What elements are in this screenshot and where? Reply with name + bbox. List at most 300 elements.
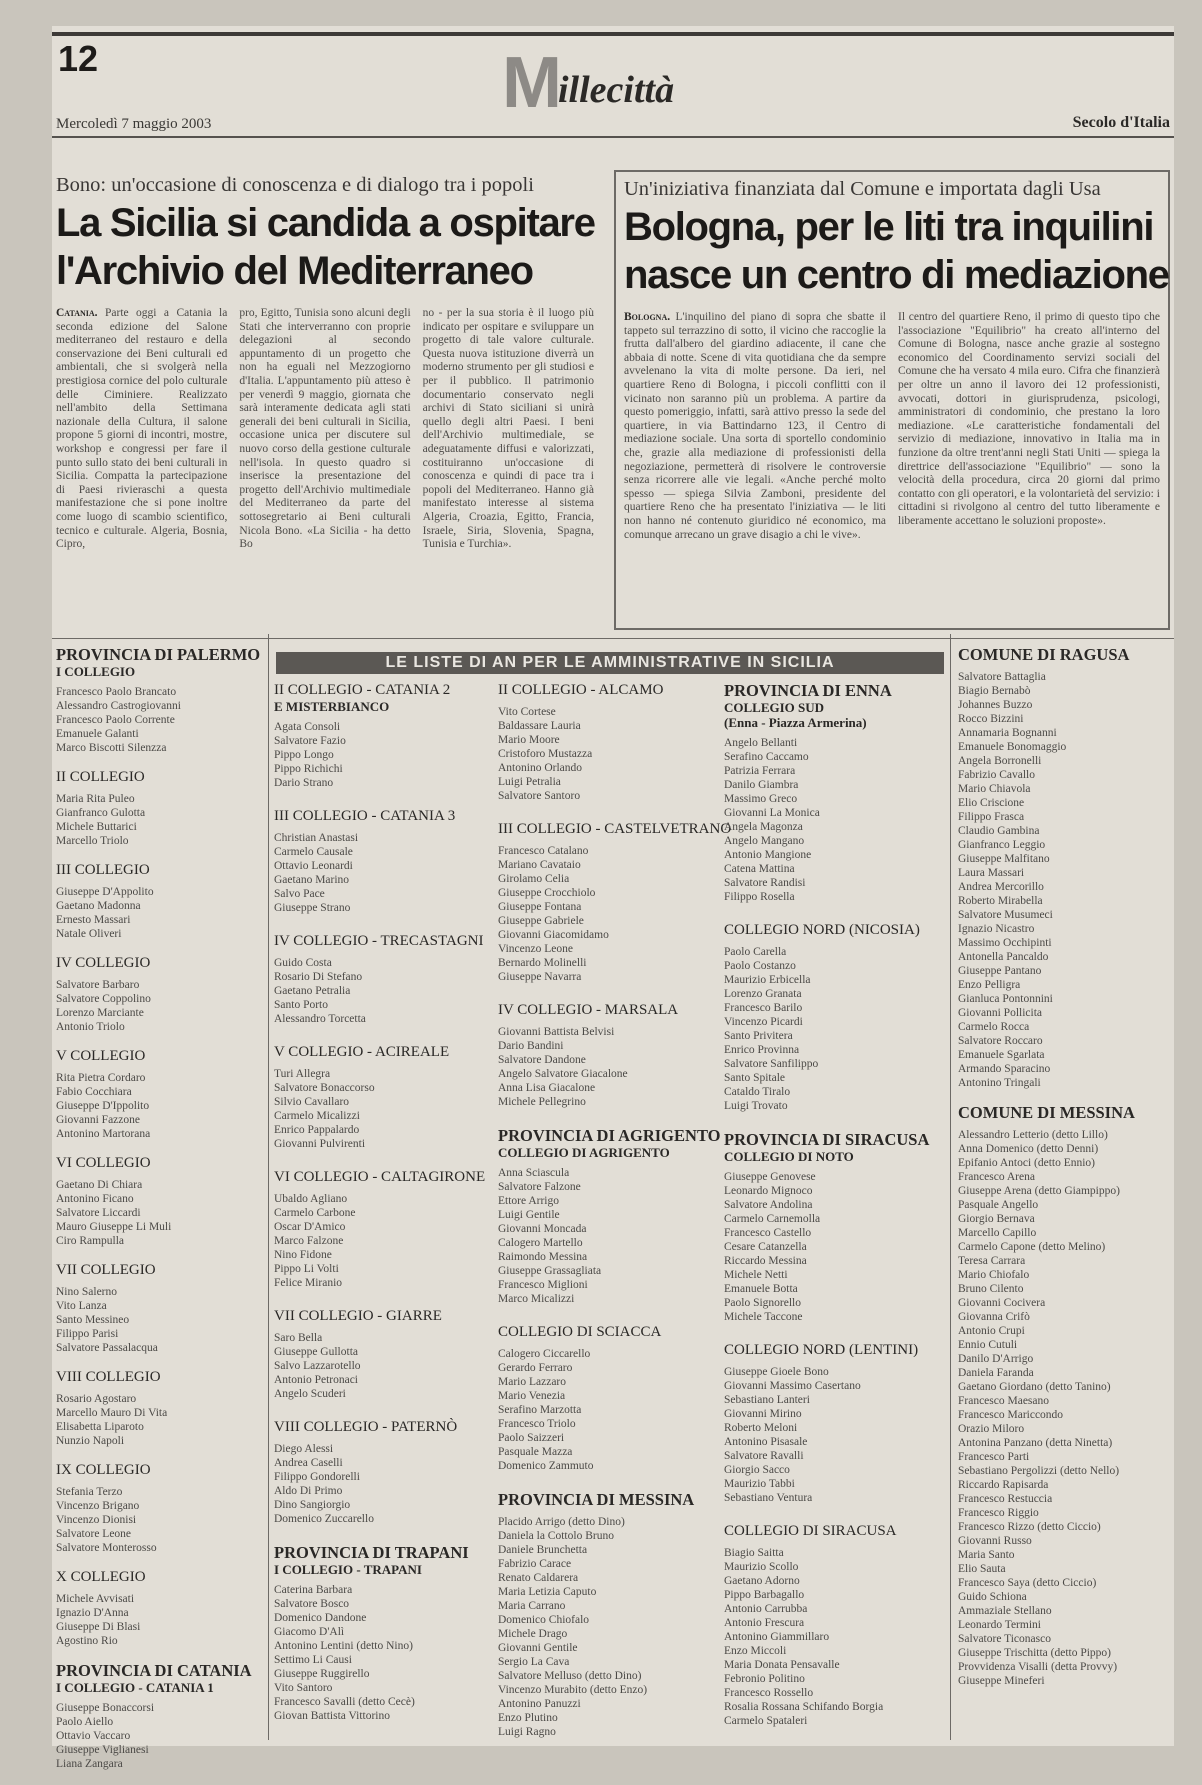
section-title: IV COLLEGIO - TRECASTAGNI xyxy=(274,933,484,949)
candidate-name: Mauro Giuseppe Li Muli xyxy=(56,1221,172,1233)
candidate-name: Vito Santoro xyxy=(274,1682,333,1694)
candidate-name: Salvatore Leone xyxy=(56,1528,132,1540)
candidate-name: Giovanni Fazzone xyxy=(56,1114,140,1126)
candidate-name: Angelo Salvatore Giacalone xyxy=(498,1068,628,1080)
article-column xyxy=(423,307,594,589)
candidate-list xyxy=(56,1485,262,1555)
candidate-name: Domenico Chiofalo xyxy=(498,1614,590,1626)
candidate-name: Elio Criscione xyxy=(958,797,1025,809)
candidate-name: Filippo Frasca xyxy=(958,811,1025,823)
candidate-name: Salvatore Passalacqua xyxy=(56,1342,158,1354)
candidate-name: Francesco Rossello xyxy=(724,1687,814,1699)
candidate-name: Giovanni Pulvirenti xyxy=(274,1138,366,1150)
candidate-name: Angelo Bellanti xyxy=(724,737,798,749)
candidate-list xyxy=(56,1178,262,1248)
candidate-name: Giuseppe Malfitano xyxy=(958,853,1050,865)
candidate-name: Filippo Rosella xyxy=(724,891,795,903)
candidate-name: Salvatore Fazio xyxy=(274,735,346,747)
candidate-name: Rosario Di Stefano xyxy=(274,971,363,983)
logo-text: illecittà xyxy=(557,69,675,111)
article-headline-line2: nasce un centro di mediazione xyxy=(624,253,1169,297)
candidate-name: Giuseppe D'Ippolito xyxy=(56,1100,150,1112)
candidate-name: Antonino Martorana xyxy=(56,1128,151,1140)
candidate-name: Girolamo Celia xyxy=(498,873,570,885)
candidate-name: Alessandro Letterio (detto Lillo) xyxy=(958,1129,1108,1141)
candidate-list xyxy=(498,705,718,803)
list-section xyxy=(56,1369,262,1448)
candidate-name: Marco Biscotti Silenzza xyxy=(56,742,167,754)
candidate-name: Ernesto Massari xyxy=(56,914,131,926)
candidate-name: Vito Cortese xyxy=(498,706,556,718)
candidate-name: Giorgio Sacco xyxy=(724,1464,790,1476)
candidate-name: Andrea Caselli xyxy=(274,1457,343,1469)
candidate-name: Ignazio D'Anna xyxy=(56,1607,129,1619)
list-section xyxy=(274,1308,490,1401)
candidate-list xyxy=(274,1067,490,1151)
candidate-name: Sebastiano Ventura xyxy=(724,1492,813,1504)
candidate-name: Saro Bella xyxy=(274,1332,323,1344)
candidate-name: Vito Lanza xyxy=(56,1300,107,1312)
candidate-name: Ottavio Vaccaro xyxy=(56,1730,131,1742)
candidate-name: Gianfranco Leggio xyxy=(958,839,1046,851)
candidate-name: Giuseppe Di Blasi xyxy=(56,1621,141,1633)
candidate-name: Laura Massari xyxy=(958,867,1025,879)
candidate-name: Giovanni Mirino xyxy=(724,1408,802,1420)
candidate-name: Paolo Costanzo xyxy=(724,960,796,972)
candidate-name: Domenico Dandone xyxy=(274,1612,367,1624)
candidate-name: Felice Miranio xyxy=(274,1277,343,1289)
list-column-1 xyxy=(56,646,262,1785)
candidate-name: Giuseppe Viglianesi xyxy=(56,1744,149,1756)
candidate-name: Michele Drago xyxy=(498,1628,568,1640)
candidate-name: Carmelo Carnemolla xyxy=(724,1213,821,1225)
list-section xyxy=(56,646,262,755)
candidate-name: Leonardo Mignoco xyxy=(724,1185,813,1197)
candidate-list xyxy=(958,1128,1170,1688)
candidate-name: Daniela Faranda xyxy=(958,1367,1034,1379)
section-title: VI COLLEGIO xyxy=(56,1155,151,1171)
section-subtitle: E MISTERBIANCO xyxy=(274,699,390,714)
candidate-name: Pasquale Mazza xyxy=(498,1446,573,1458)
candidate-name: Teresa Carrara xyxy=(958,1255,1026,1267)
candidate-name: Francesco Arena xyxy=(958,1171,1035,1183)
candidate-name: Ettore Arrigo xyxy=(498,1195,559,1207)
section-subtitle: COLLEGIO DI AGRIGENTO xyxy=(498,1145,670,1160)
section-title: COLLEGIO NORD (LENTINI) xyxy=(724,1342,919,1358)
section-title: III COLLEGIO - CASTELVETRANO xyxy=(498,821,732,837)
list-section xyxy=(274,1544,490,1723)
candidate-name: Giovanni La Monica xyxy=(724,807,820,819)
candidate-name: Giuseppe Crocchiolo xyxy=(498,887,596,899)
candidate-name: Bruno Cilento xyxy=(958,1283,1024,1295)
candidate-name: Ciro Rampulla xyxy=(56,1235,125,1247)
candidate-name: Giovanni Russo xyxy=(958,1535,1032,1547)
candidate-name: Emanuele Sgarlata xyxy=(958,1049,1045,1061)
lists-top-rule xyxy=(52,638,1174,639)
candidate-name: Massimo Occhipinti xyxy=(958,937,1052,949)
article-text: Il centro del quartiere Reno, il primo di questo tipo che l'associazione "Equilibrio" ha creato all'interno del Comune di Bologna, nasce anche grazie al sostegno economico del Coordinamento servizi sociali del Comune che ha versato 4 mila euro. Cifra che finanzierà per oltre un anno il lavoro dei 12 professionisti, avvocati, dottori in giurisprudenza, psicologi, amministratori di condominio, che prestano la loro mediazione. «Le caratteristiche fondamentali del servizio di mediazione, innovativo in Italia ma in funzione da oltre trent'anni negli Stati Uniti — spiega la direttrice dell'associazione "Equilibrio" — sono la velocità della procedura, circa 20 giorni dal primo contatto con gli operatori, e la volontarietà del servizio: i cittadini si rivolgono al centro del tutto liberamente e liberamente accettano le soluzioni proposte». xyxy=(898,311,1160,527)
candidate-name: Filippo Gondorelli xyxy=(274,1471,360,1483)
candidate-name: Francesco Maesano xyxy=(958,1395,1050,1407)
candidate-name: Antonino Orlando xyxy=(498,762,583,774)
candidate-name: Giuseppe Arena (detto Giampippo) xyxy=(958,1185,1120,1197)
candidate-name: Giuseppe Gioele Bono xyxy=(724,1366,829,1378)
candidate-name: Massimo Greco xyxy=(724,793,798,805)
candidate-list xyxy=(274,831,490,915)
list-section xyxy=(56,955,262,1034)
candidate-name: Emanuele Galanti xyxy=(56,728,139,740)
article-headline-line2: l'Archivio del Mediterraneo xyxy=(56,249,533,293)
list-section xyxy=(56,1262,262,1355)
section-title: II COLLEGIO - CATANIA 2 xyxy=(274,682,451,698)
candidate-name: Catena Mattina xyxy=(724,863,795,875)
candidate-name: Daniele Brunchetta xyxy=(498,1544,588,1556)
candidate-name: Biagio Bernabò xyxy=(958,685,1031,697)
list-section xyxy=(724,1342,946,1505)
candidate-name: Maurizio Scollo xyxy=(724,1561,799,1573)
candidate-name: Maria Carrano xyxy=(498,1600,566,1612)
candidate-list xyxy=(274,1442,490,1526)
article-column xyxy=(898,311,1160,593)
candidate-name: Gaetano Giordano (detto Tanino) xyxy=(958,1381,1111,1393)
candidate-name: Carmelo Rocca xyxy=(958,1021,1030,1033)
candidate-name: Rosalia Rossana Schifando Borgia xyxy=(724,1701,884,1713)
article-dateline: Catania. xyxy=(56,307,98,319)
candidate-name: Dino Sangiorgio xyxy=(274,1499,351,1511)
candidate-name: Francesco Parti xyxy=(958,1451,1030,1463)
candidate-name: Salvatore Falzone xyxy=(498,1181,581,1193)
candidate-name: Gaetano Petralia xyxy=(274,985,351,997)
candidate-name: Liana Zangara xyxy=(56,1758,123,1770)
candidate-name: Danilo Giambra xyxy=(724,779,799,791)
article-headline-line1: La Sicilia si candida a ospitare xyxy=(56,201,595,245)
candidate-name: Fabrizio Cavallo xyxy=(958,769,1035,781)
candidate-name: Giovanni Giacomidamo xyxy=(498,929,609,941)
candidate-list xyxy=(56,1285,262,1355)
candidate-list xyxy=(724,1170,946,1324)
candidate-name: Mariano Cavataio xyxy=(498,859,581,871)
section-title: PROVINCIA DI MESSINA xyxy=(498,1490,695,1509)
candidate-name: Ignazio Nicastro xyxy=(958,923,1035,935)
page-number: 12 xyxy=(58,38,99,79)
candidate-list xyxy=(724,1546,946,1728)
candidate-list xyxy=(56,1071,262,1141)
candidate-name: Marcello Mauro Di Vita xyxy=(56,1407,168,1419)
section-title: IV COLLEGIO xyxy=(56,955,151,971)
candidate-list xyxy=(56,1701,262,1771)
candidate-name: Francesco Catalano xyxy=(498,845,589,857)
article-column xyxy=(624,311,886,593)
list-column-5 xyxy=(958,646,1170,1702)
candidate-name: Lorenzo Marciante xyxy=(56,1007,144,1019)
masthead-rule xyxy=(52,136,1174,138)
candidate-name: Gianluca Pontonnini xyxy=(958,993,1053,1005)
candidate-name: Salvatore Andolina xyxy=(724,1199,813,1211)
list-section xyxy=(724,922,946,1113)
candidate-name: Salvatore Coppolino xyxy=(56,993,151,1005)
list-section xyxy=(274,933,490,1026)
candidate-name: Pippo Longo xyxy=(274,749,334,761)
candidate-name: Giovanni Pollicita xyxy=(958,1007,1043,1019)
candidate-name: Angelo Scuderi xyxy=(274,1388,346,1400)
candidate-lists xyxy=(52,634,1174,1770)
list-section xyxy=(56,1155,262,1248)
candidate-name: Luigi Trovato xyxy=(724,1100,788,1112)
candidate-name: Diego Alessi xyxy=(274,1443,334,1455)
section-title: IV COLLEGIO - MARSALA xyxy=(498,1002,679,1018)
candidate-name: Gaetano Adorno xyxy=(724,1575,800,1587)
candidate-name: Lorenzo Granata xyxy=(724,988,802,1000)
section-title: COLLEGIO NORD (NICOSIA) xyxy=(724,922,920,938)
candidate-list xyxy=(498,1166,718,1306)
article-kicker: Bono: un'occasione di conoscenza e di dialogo tra i popoli xyxy=(56,174,534,196)
candidate-name: Emanuele Botta xyxy=(724,1283,798,1295)
candidate-name: Francesco Savalli (detto Cecè) xyxy=(274,1696,415,1708)
candidate-name: Marco Falzone xyxy=(274,1235,344,1247)
candidate-name: Francesco Castello xyxy=(724,1227,812,1239)
candidate-name: Calogero Martello xyxy=(498,1237,583,1249)
candidate-list xyxy=(724,945,946,1113)
candidate-name: Salvatore Roccaro xyxy=(958,1035,1043,1047)
lists-banner: LE LISTE DI AN PER LE AMMINISTRATIVE IN SICILIA xyxy=(276,652,944,674)
list-section xyxy=(274,1169,490,1290)
candidate-name: Giovanni Massimo Casertano xyxy=(724,1380,861,1392)
candidate-name: Carmelo Carbone xyxy=(274,1207,356,1219)
list-section xyxy=(56,1462,262,1555)
candidate-name: Ammaziale Stellano xyxy=(958,1605,1052,1617)
candidate-name: Pasquale Angello xyxy=(958,1199,1039,1211)
issue-date: Mercoledì 7 maggio 2003 xyxy=(56,116,212,132)
candidate-name: Salvo Pace xyxy=(274,888,325,900)
candidate-name: Giuseppe Strano xyxy=(274,902,351,914)
candidate-name: Renato Caldarera xyxy=(498,1572,579,1584)
candidate-name: Annamaria Bognanni xyxy=(958,727,1057,739)
candidate-name: Salvatore Bonaccorso xyxy=(274,1082,375,1094)
candidate-name: Salvatore Melluso (detto Dino) xyxy=(498,1670,642,1682)
candidate-list xyxy=(498,1025,718,1109)
candidate-name: Agostino Rio xyxy=(56,1635,118,1647)
candidate-list xyxy=(56,792,262,848)
candidate-name: Patrizia Ferrara xyxy=(724,765,796,777)
candidate-name: Giuseppe Fontana xyxy=(498,901,582,913)
list-column-2 xyxy=(274,682,490,1741)
candidate-name: Salvatore Randisi xyxy=(724,877,806,889)
candidate-list xyxy=(56,885,262,941)
section-title: PROVINCIA DI ENNA xyxy=(724,681,892,700)
list-section xyxy=(498,1491,718,1739)
candidate-name: Mario Chiofalo xyxy=(958,1269,1030,1281)
candidate-name: Pippo Li Volti xyxy=(274,1263,339,1275)
section-title: PROVINCIA DI PALERMO xyxy=(56,645,261,664)
list-section xyxy=(56,1662,262,1771)
candidate-name: Luigi Gentile xyxy=(498,1209,560,1221)
article-text: Parte oggi a Catania la seconda edizione del Salone mediterraneo del restauro e della conservazione dei Beni culturali ed ambientali, che si svolgerà nella prestigiosa cornice del polo culturale delle Ciminiere. Realizzato nell'ambito della Settimana nazionale della Cultura, il salone propone 5 giorni di incontri, mostre, workshop e congressi per fare il punto sullo stato dei beni culturali in Sicilia. Compatta la partecipazione di Paesi rivieraschi a questa manifestazione che si pone inoltre come luogo di scambio scientifico, tecnico e culturale. Algeria, Bosnia, Cipro, xyxy=(56,307,228,551)
list-section xyxy=(498,1126,721,1306)
candidate-name: Maria Donata Pensavalle xyxy=(724,1659,840,1671)
candidate-name: Salvatore Monterosso xyxy=(56,1542,157,1554)
section-title: COLLEGIO DI SCIACCA xyxy=(498,1324,662,1340)
candidate-name: Settimo Li Causi xyxy=(274,1654,352,1666)
candidate-name: Salvatore Bosco xyxy=(274,1598,350,1610)
candidate-list xyxy=(274,956,490,1026)
top-rule xyxy=(52,32,1174,36)
candidate-name: Elio Sauta xyxy=(958,1563,1006,1575)
candidate-name: Febronio Politino xyxy=(724,1673,805,1685)
candidate-name: Mario Chiavola xyxy=(958,783,1031,795)
candidate-name: Giuseppe Bonaccorsi xyxy=(56,1702,155,1714)
candidate-name: Mario Lazzaro xyxy=(498,1376,567,1388)
list-section xyxy=(274,808,490,915)
list-section xyxy=(274,1419,490,1526)
candidate-name: Vincenzo Brigano xyxy=(56,1500,140,1512)
candidate-name: Sebastiano Pergolizzi (detto Nello) xyxy=(958,1465,1120,1477)
candidate-name: Antonio Carrubba xyxy=(724,1603,808,1615)
section-subtitle: I COLLEGIO - CATANIA 1 xyxy=(56,1680,214,1695)
list-section xyxy=(274,682,490,790)
candidate-list xyxy=(498,1347,718,1473)
candidate-name: Santo Porto xyxy=(274,999,328,1011)
article-headline-line1: Bologna, per le liti tra inquilini xyxy=(624,205,1154,249)
list-section xyxy=(498,682,718,803)
candidate-name: Giovan Battista Vittorino xyxy=(274,1710,391,1722)
candidate-name: Turi Allegra xyxy=(274,1068,331,1080)
candidate-name: Aldo Di Primo xyxy=(274,1485,343,1497)
candidate-name: Carmelo Causale xyxy=(274,846,353,858)
candidate-name: Luigi Petralia xyxy=(498,776,561,788)
candidate-list xyxy=(274,720,490,790)
section-title: II COLLEGIO - ALCAMO xyxy=(498,682,664,698)
candidate-list xyxy=(274,1583,490,1723)
section-title: COMUNE DI MESSINA xyxy=(958,1103,1135,1122)
section-title: V COLLEGIO - ACIREALE xyxy=(274,1044,450,1060)
candidate-name: Gerardo Ferraro xyxy=(498,1362,573,1374)
candidate-name: Antonio Triolo xyxy=(56,1021,125,1033)
candidate-name: Riccardo Rapisarda xyxy=(958,1479,1049,1491)
candidate-name: Antonella Pancaldo xyxy=(958,951,1049,963)
section-logo xyxy=(502,43,675,123)
article-dateline: Bologna. xyxy=(624,311,671,323)
candidate-name: Santo Spitale xyxy=(724,1072,786,1084)
candidate-list xyxy=(56,685,262,755)
candidate-name: Guido Schiona xyxy=(958,1591,1027,1603)
candidate-name: Antonino Lentini (detto Nino) xyxy=(274,1640,413,1652)
candidate-name: Epifanio Antoci (detto Ennio) xyxy=(958,1157,1096,1169)
article-text: pro, Egitto, Tunisia sono alcuni degli Stati che interverranno con proprie delegazioni al secondo appuntamento di un progetto che non ha eguali nel Mezzogiorno d'Italia. L'appuntamento più atteso è per venerdì 9 maggio, giornata che sarà interamente dedicata agli stati generali dei beni culturali in Sicilia, occasione unica per discutere sul nuovo corso della gestione culturale nell'isola. In questo quadro si inserisce la presentazione del progetto dell'Archivio multimediale del Mediterraneo da parte del sottosegretario ai Beni culturali Nicola Bono. «La Sicilia - ha detto Bo xyxy=(239,307,411,551)
candidate-name: Giovanna Crifò xyxy=(958,1311,1030,1323)
candidate-name: Emanuele Bonomaggio xyxy=(958,741,1067,753)
list-section xyxy=(724,682,946,904)
candidate-name: Silvio Cavallaro xyxy=(274,1096,350,1108)
candidate-name: Antonino Giammillaro xyxy=(724,1631,830,1643)
candidate-name: Vincenzo Murabito (detto Enzo) xyxy=(498,1684,648,1696)
section-title: III COLLEGIO - CATANIA 3 xyxy=(274,808,456,824)
section-title: II COLLEGIO xyxy=(56,769,145,785)
candidate-name: Giovanni Moncada xyxy=(498,1223,587,1235)
candidate-name: Antonino Tringali xyxy=(958,1077,1041,1089)
candidate-name: Carmelo Capone (detto Melino) xyxy=(958,1241,1106,1253)
section-title: COLLEGIO DI SIRACUSA xyxy=(724,1523,897,1539)
candidate-name: Antonio Mangione xyxy=(724,849,812,861)
candidate-name: Michele Pellegrino xyxy=(498,1096,586,1108)
candidate-name: Biagio Saitta xyxy=(724,1547,784,1559)
candidate-name: Marcello Capillo xyxy=(958,1227,1037,1239)
candidate-name: Gaetano Di Chiara xyxy=(56,1179,143,1191)
candidate-name: Serafino Caccamo xyxy=(724,751,809,763)
candidate-name: Michele Taccone xyxy=(724,1311,803,1323)
candidate-list xyxy=(56,978,262,1034)
candidate-name: Cristoforo Mustazza xyxy=(498,748,593,760)
candidate-name: Paolo Carella xyxy=(724,946,787,958)
section-title: VII COLLEGIO xyxy=(56,1262,156,1278)
section-title: VIII COLLEGIO xyxy=(56,1369,161,1385)
candidate-name: Antonio Petronaci xyxy=(274,1374,358,1386)
candidate-name: Michele Netti xyxy=(724,1269,788,1281)
candidate-name: Daniela la Cottolo Bruno xyxy=(498,1530,614,1542)
list-section xyxy=(56,1569,262,1648)
section-title: III COLLEGIO xyxy=(56,862,150,878)
candidate-name: Francesco Saya (detto Ciccio) xyxy=(958,1577,1097,1589)
candidate-name: Agata Consoli xyxy=(274,721,341,733)
candidate-name: Placido Arrigo (detto Dino) xyxy=(498,1516,625,1528)
candidate-name: Francesco Triolo xyxy=(498,1418,576,1430)
candidate-name: Giorgio Bernava xyxy=(958,1213,1035,1225)
candidate-name: Maurizio Tabbi xyxy=(724,1478,795,1490)
candidate-name: Marcello Triolo xyxy=(56,835,129,847)
candidate-name: Mario Venezia xyxy=(498,1390,566,1402)
candidate-name: Angela Borronelli xyxy=(958,755,1042,767)
candidate-name: Giuseppe Pantano xyxy=(958,965,1042,977)
candidate-name: Francesco Mariccondo xyxy=(958,1409,1064,1421)
article-text: no - per la sua storia è il luogo più indicato per ospitare e sviluppare un progetto di tale valore culturale. Questa nuova istituzione diverrà un moderno strumento per gli studiosi e per il pubblico. Il patrimonio documentario conservato negli archivi di Stato siciliani si unirà quello degli altri Paesi. I beni dell'Archivio multimediale, se adeguatamente diffusi e valorizzati, costituiranno un'occasione di conoscenza e quindi di pace tra i popoli del Mediterraneo. Hanno già manifestato interesse al sistema Algeria, Croazia, Egitto, Francia, Israele, Siria, Slovenia, Spagna, Tunisia e Turchia». xyxy=(422,307,594,551)
list-section xyxy=(958,1104,1170,1688)
newspaper-page xyxy=(52,26,1174,1770)
list-section xyxy=(56,862,262,941)
candidate-name: Fabio Cocchiara xyxy=(56,1086,132,1098)
candidate-name: Michele Buttarici xyxy=(56,821,137,833)
candidate-name: Enrico Pappalardo xyxy=(274,1124,360,1136)
candidate-name: Oscar D'Amico xyxy=(274,1221,346,1233)
article-kicker: Un'iniziativa finanziata dal Comune e importata dagli Usa xyxy=(624,178,1101,200)
candidate-name: Vincenzo Dionisi xyxy=(56,1514,137,1526)
candidate-name: Fabrizio Carace xyxy=(498,1558,572,1570)
candidate-name: Rita Pietra Cordaro xyxy=(56,1072,146,1084)
candidate-name: Angela Magonza xyxy=(724,821,803,833)
section-title: VII COLLEGIO - GIARRE xyxy=(274,1308,442,1324)
list-column-4 xyxy=(724,682,946,1746)
section-subtitle: I COLLEGIO - TRAPANI xyxy=(274,1562,422,1577)
section-title: PROVINCIA DI SIRACUSA xyxy=(724,1130,930,1149)
candidate-name: Francesco Miglioni xyxy=(498,1279,588,1291)
list-section xyxy=(498,1002,718,1109)
article-column xyxy=(239,307,410,589)
candidate-name: Sebastiano Lanteri xyxy=(724,1394,810,1406)
candidate-name: Giuseppe Gullotta xyxy=(274,1346,358,1358)
candidate-name: Nunzio Napoli xyxy=(56,1435,125,1447)
candidate-name: Enzo Pelligra xyxy=(958,979,1021,991)
section-subtitle: (Enna - Piazza Armerina) xyxy=(724,715,867,730)
candidate-name: Roberto Meloni xyxy=(724,1422,798,1434)
candidate-name: Marco Micalizzi xyxy=(498,1293,575,1305)
candidate-name: Giovanni Cocivera xyxy=(958,1297,1046,1309)
candidate-list xyxy=(724,1365,946,1505)
candidate-name: Antonina Panzano (detta Ninetta) xyxy=(958,1437,1113,1449)
candidate-name: Giovanni Battista Belvisi xyxy=(498,1026,615,1038)
candidate-name: Salvatore Liccardi xyxy=(56,1207,141,1219)
candidate-name: Dario Bandini xyxy=(498,1040,564,1052)
candidate-name: Francesco Restuccia xyxy=(958,1493,1053,1505)
candidate-name: Filippo Parisi xyxy=(56,1328,119,1340)
candidate-name: Giuseppe Navarra xyxy=(498,971,582,983)
